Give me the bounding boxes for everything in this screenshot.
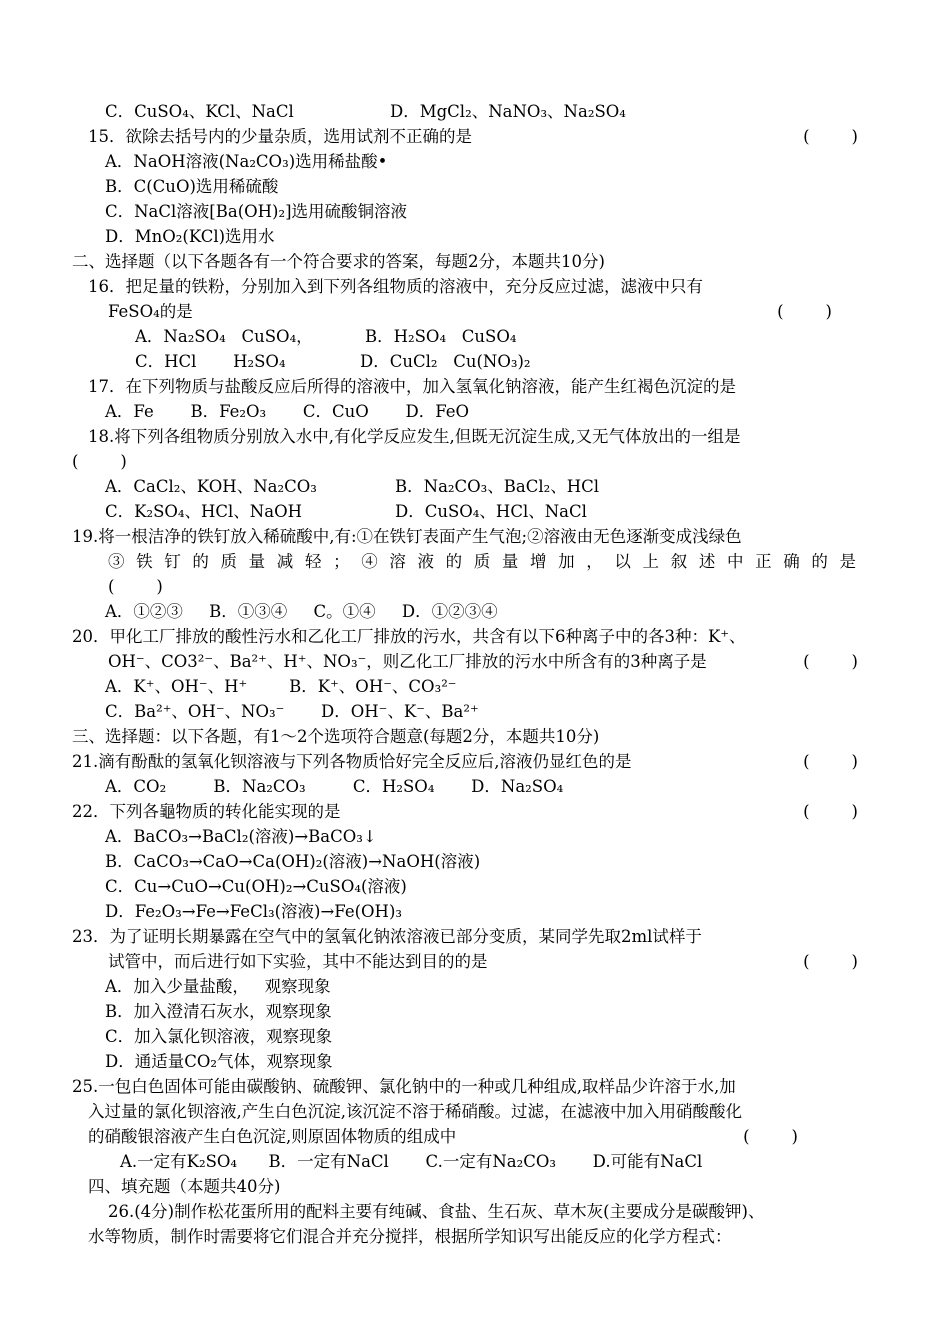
q23-option-b: B．加入澄清石灰水，观察现象 <box>105 1002 332 1021</box>
q16-option-c: C．HCl H₂SO₄ <box>135 352 286 371</box>
q20-options-cd: C．Ba²⁺、OH⁻、NO₃⁻ D．OH⁻、K⁻、Ba²⁺ <box>105 702 479 721</box>
q22-option-a: A．BaCO₃→BaCl₂(溶液)→BaCO₃↓ <box>105 827 377 846</box>
q18-option-b: B．Na₂CO₃、BaCl₂、HCl <box>395 477 600 496</box>
q18-stem: 18.将下列各组物质分别放入水中,有化学反应发生,但既无沉淀生成,又无气体放出的一组是 <box>88 427 741 446</box>
q20-stem-line2: OH⁻、CO3²⁻、Ba²⁺、H⁺、NO₃⁻，则乙化工厂排放的污水中所含有的3种离子是 <box>108 652 707 671</box>
q22-stem: 22．下列各龜物质的转化能实现的是 <box>72 802 341 821</box>
q25-answer-paren: ( ) <box>743 1127 798 1146</box>
q15-answer-paren: ( ) <box>803 127 858 146</box>
q16-answer-paren: ( ) <box>777 302 832 321</box>
q23-option-a: A．加入少量盐酸， 观察现象 <box>105 977 331 996</box>
q22-option-d: D．Fe₂O₃→Fe→FeCl₃(溶液)→Fe(OH)₃ <box>105 902 402 921</box>
q14-option-d: D．MgCl₂、NaNO₃、Na₂SO₄ <box>390 102 626 121</box>
q19-stem-line2: ③铁钉的质量减轻；④溶液的质量增加，以上叙述中正确的是 <box>108 552 858 571</box>
q16-option-a: A．Na₂SO₄ CuSO₄， <box>135 327 313 346</box>
q17-stem: 17．在下列物质与盐酸反应后所得的溶液中，加入氢氧化钠溶液，能产生红褐色沉淀的是 <box>88 377 736 396</box>
q18-option-a: A．CaCl₂、KOH、Na₂CO₃ <box>105 477 317 496</box>
q20-options-ab: A．K⁺、OH⁻、H⁺ B．K⁺、OH⁻、CO₃²⁻ <box>105 677 457 696</box>
q17-options: A．Fe B．Fe₂O₃ C．CuO D．FeO <box>105 402 470 421</box>
q21-answer-paren: ( ) <box>803 752 858 771</box>
q18-option-d: D．CuSO₄、HCl、NaCl <box>395 502 587 521</box>
q23-stem-line2: 试管中，而后进行如下实验，其中不能达到目的的是 <box>108 952 488 971</box>
q22-option-b: B．CaCO₃→CaO→Ca(OH)₂(溶液)→NaOH(溶液) <box>105 852 481 871</box>
q25-stem-line2: 入过量的氯化钡溶液,产生白色沉淀,该沉淀不溶于稀硝酸。过滤，在滤液中加入用硝酸酸化 <box>88 1102 742 1121</box>
q18-answer-paren: ( ) <box>72 452 127 471</box>
q21-stem: 21.滴有酚酞的氢氧化钡溶液与下列各物质恰好完全反应后,溶液仍显红色的是 <box>72 752 632 771</box>
q15-option-d: D．MnO₂(KCl)选用水 <box>105 227 275 246</box>
q25-stem-line3: 的硝酸银溶液产生白色沉淀,则原固体物质的组成中 <box>88 1127 457 1146</box>
q15-option-c: C．NaCl溶液[Ba(OH)₂]选用硫酸铜溶液 <box>105 202 408 221</box>
q23-answer-paren: ( ) <box>803 952 858 971</box>
q15-option-a: A．NaOH溶液(Na₂CO₃)选用稀盐酸• <box>105 152 388 171</box>
q16-stem-line2: FeSO₄的是 <box>108 302 193 321</box>
q19-answer-paren: ( ) <box>108 577 163 596</box>
q22-option-c: C．Cu→CuO→Cu(OH)₂→CuSO₄(溶液) <box>105 877 407 896</box>
q15-stem: 15．欲除去括号内的少量杂质，选用试剂不正确的是 <box>88 127 472 146</box>
section-4-heading: 四、填充题（本题共40分) <box>88 1177 281 1196</box>
q20-stem-line1: 20．甲化工厂排放的酸性污水和乙化工厂排放的污水，共含有以下6种离子中的各3种：K⁺、 <box>72 627 746 646</box>
q14-option-c: C．CuSO₄、KCl、NaCl <box>105 102 294 121</box>
q19-options: A．①②③ B．①③④ C。①④ D．①②③④ <box>105 602 498 621</box>
q26-line2: 水等物质，制作时需要将它们混合并充分搅拌，根据所学知识写出能反应的化学方程式： <box>88 1227 732 1246</box>
q23-option-c: C．加入氯化钡溶液，观察现象 <box>105 1027 333 1046</box>
q23-option-d: D．通适量CO₂气体，观察现象 <box>105 1052 333 1071</box>
q15-option-b: B．C(CuO)选用稀硫酸 <box>105 177 279 196</box>
q19-stem-line1: 19.将一根洁净的铁钉放入稀硫酸中,有:①在铁钉表面产生气泡;②溶液由无色逐渐变成浅绿色 <box>72 527 742 546</box>
q22-answer-paren: ( ) <box>803 802 858 821</box>
q20-answer-paren: ( ) <box>803 652 858 671</box>
q23-stem-line1: 23．为了证明长期暴露在空气中的氢氧化钠浓溶液已部分变质，某同学先取2ml试样于 <box>72 927 702 946</box>
q25-stem-line1: 25.一包白色固体可能由碳酸钠、硫酸钾、氯化钠中的一种或几种组成,取样品少许溶于水,加 <box>72 1077 736 1096</box>
section-2-heading: 二、选择题（以下各题各有一个符合要求的答案，每题2分，本题共10分) <box>72 252 605 271</box>
q18-option-c: C．K₂SO₄、HCl、NaOH <box>105 502 302 521</box>
section-3-heading: 三、选择题：以下各题，有1～2个选项符合题意(每题2分，本题共10分) <box>72 727 600 746</box>
q16-stem-line1: 16．把足量的铁粉，分别加入到下列各组物质的溶液中，充分反应过滤，滤液中只有 <box>88 277 703 296</box>
q25-options: A.一定有K₂SO₄ B．一定有NaCl C.一定有Na₂CO₃ D.可能有NaCl <box>120 1152 703 1171</box>
q21-options: A．CO₂ B．Na₂CO₃ C．H₂SO₄ D．Na₂SO₄ <box>105 777 564 796</box>
q16-option-b: B．H₂SO₄ CuSO₄ <box>365 327 517 346</box>
q16-option-d: D．CuCl₂ Cu(NO₃)₂ <box>360 352 531 371</box>
q26-line1: 26.(4分)制作松花蛋所用的配料主要有纯碱、食盐、生石灰、草木灰(主要成分是碳酸钾)、 <box>108 1202 765 1221</box>
